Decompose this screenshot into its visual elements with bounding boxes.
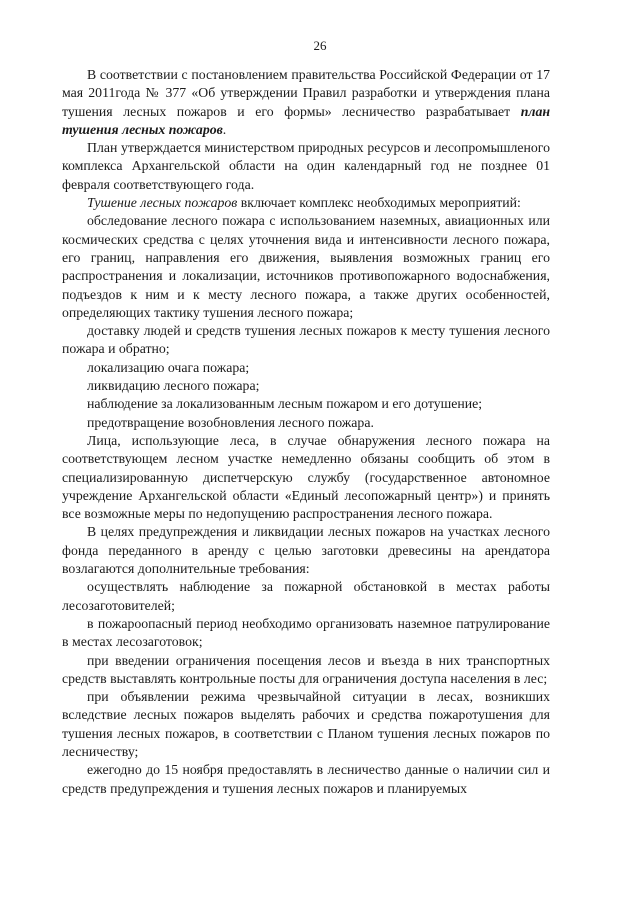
list-item-delivery: доставку людей и средств тушения лесных пожаров к месту тушения лесного пожара и обратно;: [62, 323, 550, 357]
list-item-prevention: предотвращение возобновления лесного пожара.: [87, 414, 374, 430]
plan-tail: .: [222, 121, 227, 137]
tushenie-emphasis: Тушение лесных пожаров: [87, 195, 238, 211]
list-item-liquidation: ликвидацию лесного пожара;: [87, 378, 260, 394]
list-item-annual-report: ежегодно до 15 ноября предоставлять в лесничество данные о наличии сил и средств предупреждения и тушения лесных пожаров и планируемых: [62, 762, 550, 796]
paragraph-intro: [62, 66, 550, 139]
page-number: 26: [313, 38, 327, 53]
list-item-emergency: при объявлении режима чрезвычайной ситуации в лесах, возникших вследствие лесных пожаров выделять рабочих и средства пожаротушения для тушения лесных пожаров, в соответствии с Планом тушения лесных пожаров по лесничеству;: [62, 689, 550, 759]
list-item-survey: обследование лесного пожара с использованием наземных, авиационных или космических средства с целях уточнения вида и интенсивности лесного пожара, его границ, направления его движения, выявления возможных границ его распространения и локализации, источников противопожарного водоснабжения, подъездов к ним и к месту лесного пожара, а также других особенностей, определяющих тактику тушения лесного пожара;: [62, 213, 550, 320]
list-item-patrol: в пожароопасный период необходимо организовать наземное патрулирование в местах лесозаготовок;: [62, 615, 550, 650]
paragraph-lessee-requirements: В целях предупреждения и ликвидации лесных пожаров на участках лесного фонда переданного в аренду с целью заготовки древесины на арендатора возлагаются дополнительные требования:: [62, 524, 550, 577]
list-item-localization: локализацию очага пожара;: [87, 359, 250, 375]
list-item-checkpoints: при введении ограничения посещения лесов и въезда в них транспортных средств выставлять контрольные посты для ограничения доступа населения в лес;: [62, 652, 550, 686]
paragraph-plan-approval: План утверждается министерством природных ресурсов и лесопромышленого комплекса Архангельской области на один календарный год не позднее 01 февраля соответствующего года.: [62, 140, 550, 192]
paragraph-tushenie: [62, 194, 550, 212]
document-body: [62, 66, 550, 798]
list-item-monitoring: осуществлять наблюдение за пожарной обстановкой в местах работы лесозаготовителей;: [62, 579, 550, 613]
paragraph-forest-users: Лица, использующие леса, в случае обнаружения лесного пожара на соответствующем лесном участке немедленно обязаны сообщить об этом в специализированную диспетчерскую службу (государственное автономное учреждение Архангельской области «Единый лесопожарный центр») и принять все возможные меры по недопущению распространения лесного пожара.: [62, 432, 550, 522]
plan-emphasis: план тушения лесных пожаров: [62, 103, 550, 137]
list-item-observation: наблюдение за локализованным лесным пожаром и его дотушение;: [87, 396, 483, 412]
intro-text: В соответствии с постановлением правительства Российской Федерации от 17 мая 2011года № 377 «Об утверждении Правил разработки и утверждения плана тушения лесных пожаров и его формы» лесничество разрабатывает: [62, 67, 550, 119]
tushenie-text: включает комплекс необходимых мероприятий:: [237, 195, 521, 211]
